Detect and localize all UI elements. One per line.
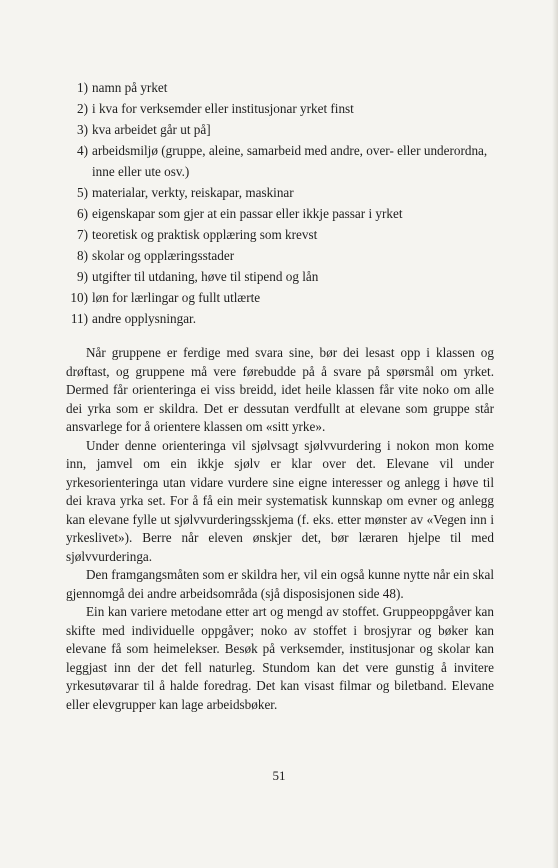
list-item xyxy=(66,140,496,182)
list-item-text: arbeidsmiljø (gruppe, aleine, samarbeid med andre, over- eller underordna, inne eller ute osv.) xyxy=(92,143,488,179)
list-item-text: andre opplysningar. xyxy=(92,311,197,326)
list-item-text: eigenskapar som gjer at ein passar eller ikkje passar i yrket xyxy=(92,206,403,221)
list-item-number: 10) xyxy=(70,290,88,305)
list-item-number: 1) xyxy=(77,80,88,95)
list-item-text: materialar, verkty, reiskapar, maskinar xyxy=(92,185,294,200)
list-item-number: 4) xyxy=(77,143,88,158)
list-item-number: 6) xyxy=(77,206,88,221)
list-item xyxy=(66,203,496,224)
list-item xyxy=(66,98,496,119)
list-item-text: namn på yrket xyxy=(92,80,168,95)
list-item-text: løn for lærlingar og fullt utlærte xyxy=(92,290,261,305)
paragraph: Når gruppene er ferdige med svara sine, bør dei lesast opp i klassen og drøftast, og gruppene må vere førebudde på å svare på spørsmål om yrket. Dermed får orienteringa ei viss breidd, idet heile klassen får vite noko om alle dei yrka som er skildra. Det er dessutan verdfullt at elevane som gruppe står ansvarlege for å orientere klassen om «sitt yrke». xyxy=(66,345,494,434)
list-item-number: 11) xyxy=(70,311,88,326)
list-item-text: teoretisk og praktisk opplæring som krevst xyxy=(92,227,318,242)
list-item-number: 2) xyxy=(77,101,88,116)
list-item xyxy=(66,287,496,308)
paragraph: Under denne orienteringa vil sjølvsagt sjølvvurdering i nokon mon kome inn, jamvel om ein ikkje sjølv er klar over det. Elevane vil under yrkesorienteringa utan vidare vurdere sine eigne interesser og anlegg i høve til dei krava yrka set. For å få ein meir systematisk kunnskap om evner og anlegg kan elevane fylle ut sjølvvurderingsskjema (f. eks. etter mønster av «Vegen inn i yrkeslivet»). Berre når eleven ønskjer det, bør læraren hjelpe til med sjølvvurderinga. xyxy=(66,437,494,564)
list-item-number: 3) xyxy=(77,122,88,137)
list-item xyxy=(66,245,496,266)
topic-list xyxy=(66,77,496,329)
list-item-number: 7) xyxy=(77,227,88,242)
list-item-number: 9) xyxy=(77,269,88,284)
page-edge-shadow xyxy=(552,0,558,868)
list-item xyxy=(66,182,496,203)
list-item-text: kva arbeidet går ut på] xyxy=(92,122,211,137)
list-item-number: 5) xyxy=(77,185,88,200)
list-item xyxy=(66,266,496,287)
paragraph: Ein kan variere metodane etter art og mengd av stoffet. Gruppeoppgåver kan skifte med individuelle oppgåver; noko av stoffet i brosjyrar og bøker kan elevane få som heimelekser. Besøk på verksemder, institusjonar og skolar kan leggjast inn der det fell naturleg. Stundom kan det vere gunstig å invitere yrkesutøvarar til å halde foredrag. Det kan visast filmar og biletband. Elevane eller elevgrupper kan lage arbeidsbøker. xyxy=(66,604,494,712)
paragraph: Den framgangsmåten som er skildra her, vil ein også kunne nytte når ein skal gjennomgå dei andre arbeidsområda (sjå disposisjonen side 48). xyxy=(66,567,494,601)
list-item-number: 8) xyxy=(77,248,88,263)
list-item-text: i kva for verksemder eller institusjonar yrket finst xyxy=(92,101,354,116)
list-item xyxy=(66,308,496,329)
list-item xyxy=(66,77,496,98)
list-item xyxy=(66,119,496,140)
list-item-text: utgifter til utdaning, høve til stipend og lån xyxy=(92,269,319,284)
list-item xyxy=(66,224,496,245)
body-text xyxy=(66,344,494,714)
list-item-text: skolar og opplæringsstader xyxy=(92,248,235,263)
page-number: 51 xyxy=(272,768,286,783)
